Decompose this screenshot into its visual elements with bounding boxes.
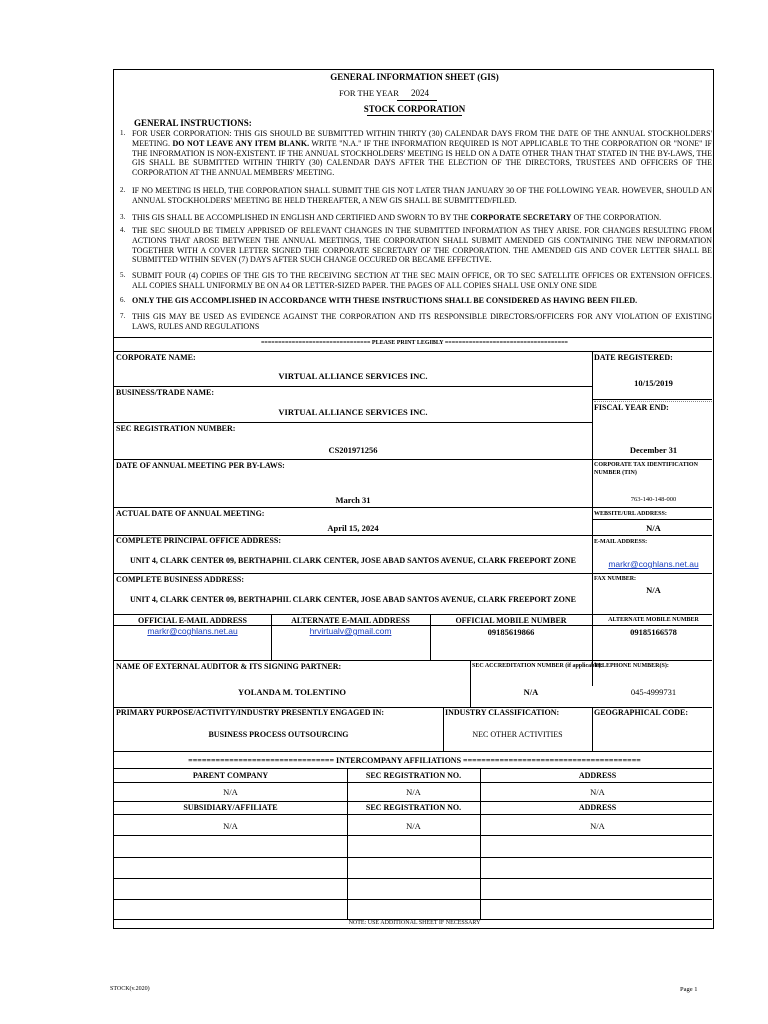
actual-meeting-label: ACTUAL DATE OF ANNUAL MEETING: [116, 509, 265, 518]
website-label: WEBSITE/URL ADDRESS: [594, 511, 667, 517]
print-legibly: ================================ PLEASE PRINT LEGIBLY ==================================== [261, 340, 568, 346]
for-year-label: FOR THE YEAR [339, 88, 399, 98]
sec-registration-value: CS201971256 [328, 445, 378, 455]
additional-sheet-note: NOTE: USE ADDITIONAL SHEET IF NECESSARY [348, 920, 481, 926]
date-registered-label: DATE REGISTERED: [594, 353, 673, 362]
actual-meeting-value: April 15, 2024 [327, 523, 379, 533]
subsidiary-label: SUBSIDIARY/AFFILIATE [183, 803, 278, 812]
purpose-label: PRIMARY PURPOSE/ACTIVITY/INDUSTRY PRESENTLY ENGAGED IN: [116, 708, 385, 717]
sec-registration-label: SEC REGISTRATION NUMBER: [116, 424, 236, 433]
email-label: E-MAIL ADDRESS: [594, 539, 648, 545]
date-registered-value: 10/15/2019 [634, 378, 673, 388]
industry-value: NEC OTHER ACTIVITIES [472, 730, 563, 739]
business-address-value: UNIT 4, CLARK CENTER 09, BERTHAPHIL CLARK CENTER, JOSE ABAD SANTOS AVENUE, CLARK FREEPORT ZONE [129, 595, 577, 604]
instruction-number: 1. [120, 129, 126, 137]
annual-meeting-value: March 31 [335, 495, 371, 505]
instruction-text-bold: DO NOT LEAVE ANY ITEM BLANK. [172, 138, 310, 148]
instruction-number: 4. [120, 226, 126, 234]
instruction-number: 3. [120, 213, 126, 221]
instruction-number: 6. [120, 296, 126, 304]
corporate-name-value: VIRTUAL ALLIANCE SERVICES INC. [278, 371, 428, 381]
fiscal-year-end-label: FISCAL YEAR END: [594, 403, 669, 412]
auditor-label: NAME OF EXTERNAL AUDITOR & ITS SIGNING PARTNER: [116, 662, 342, 671]
official-mobile-value: 09185619866 [487, 627, 535, 637]
parent-company-label: PARENT COMPANY [192, 771, 269, 780]
business-name-label: BUSINESS/TRADE NAME: [116, 388, 215, 397]
official-email-label: OFFICIAL E-MAIL ADDRESS [138, 616, 247, 625]
tin-value: 763-140-148-000 [630, 496, 677, 503]
instruction-item [120, 129, 713, 178]
instruction-text-post: OF THE CORPORATION. [571, 213, 662, 222]
official-mobile-label: OFFICIAL MOBILE NUMBER [455, 616, 567, 625]
instruction-item [120, 312, 712, 332]
instruction-item [120, 296, 712, 306]
form-title: GENERAL INFORMATION SHEET (GIS) [330, 72, 499, 82]
parent-sec-value: N/A [406, 787, 421, 797]
alt-mobile-label: ALTERNATE MOBILE NUMBER [608, 617, 699, 623]
instruction-text-pre: THE SEC SHOULD BE TIMELY APPRISED OF RELEVANT CHANGES IN THE SUBMITTED INFORMATION AS THEY ARISE. FOR CHANGES RESULTING FROM ACTIONS THAT AROSE BETWEEN THE ANNUAL MEETINGS, THE CORPORATION SHALL SUBMIT AMENDED GIS CONTAINING THE NEW INFORMATION TOGETHER WITH A COVER LETTER SIGNED THE CORPORATE SECRETARY OF THE CORPORATION. THE AMENDED GIS AND COVER LETTER SHALL BE SUBMITTED WITHIN SEVEN (7) DAYS AFTER SUCH CHANGE OCCURED OR BECAME EFFECTIVE. [132, 226, 712, 265]
tin-label-line2: NUMBER (TIN) [594, 470, 637, 476]
parent-name-value: N/A [223, 787, 238, 797]
corp-type: STOCK CORPORATION [363, 104, 466, 114]
auditor-value: YOLANDA M. TOLENTINO [237, 687, 347, 697]
parent-sec-label: SEC REGISTRATION NO. [365, 771, 462, 780]
geographical-code-label: GEOGRAPHICAL CODE: [594, 708, 689, 717]
business-address-label: COMPLETE BUSINESS ADDRESS: [116, 575, 245, 584]
sec-accreditation-value: N/A [523, 687, 539, 697]
principal-address-value: UNIT 4, CLARK CENTER 09, BERTHAPHIL CLARK CENTER, JOSE ABAD SANTOS AVENUE, CLARK FREEPORT ZONE [129, 556, 577, 565]
subsidiary-sec-label: SEC REGISTRATION NO. [365, 803, 462, 812]
instruction-text-bold: ONLY THE GIS ACCOMPLISHED IN ACCORDANCE WITH THESE INSTRUCTIONS SHALL BE CONSIDERED AS HAVING BEEN FILED. [132, 296, 638, 305]
instruction-item [120, 186, 712, 206]
instruction-item [120, 226, 712, 265]
fax-label: FAX NUMBER: [594, 576, 637, 582]
sec-accreditation-label: SEC ACCREDITATION NUMBER (if applicable): [472, 663, 603, 669]
industry-label: INDUSTRY CLASSIFICATION: [445, 708, 560, 717]
parent-address-value: N/A [590, 787, 605, 797]
purpose-value: BUSINESS PROCESS OUTSOURCING [208, 730, 349, 739]
fiscal-year-end-value: December 31 [629, 445, 678, 455]
annual-meeting-label: DATE OF ANNUAL MEETING PER BY-LAWS: [116, 461, 285, 470]
fax-value: N/A [646, 585, 661, 595]
alt-email-label: ALTERNATE E-MAIL ADDRESS [291, 616, 410, 625]
instruction-text-pre: IF NO MEETING IS HELD, THE CORPORATION SHALL SUBMIT THE GIS NOT LATER THAN JANUARY 30 OF THE FOLLOWING YEAR. HOWEVER, SHOULD AN ANNUAL STOCKHOLDERS' MEETING BE HELD THEREAFTER, A NEW GIS SHALL BE SUBMITTED/FILED. [132, 186, 712, 205]
instruction-text-pre: THIS GIS MAY BE USED AS EVIDENCE AGAINST THE CORPORATION AND ITS RESPONSIBLE DIRECTORS/OFFICERS FOR ANY VIOLATION OF EXISTING LAWS, RULES AND REGULATIONS [132, 312, 712, 331]
affiliations-heading: ================================ INTERCOMPANY AFFILIATIONS ======================================= [188, 756, 641, 765]
instruction-text-pre: FOR USER CORPORATION: THIS GIS SHOULD BE SUBMITTED WITHIN THIRTY (30) CALENDAR DAYS FROM THE DATE OF THE ANNUAL STOCKHOLDERS' MEETING. [132, 129, 712, 148]
instruction-text-bold: CORPORATE SECRETARY [470, 213, 572, 222]
gis-sheet [113, 69, 714, 929]
instruction-text-pre: SUBMIT FOUR (4) COPIES OF THE GIS TO THE RECEIVING SECTION AT THE SEC MAIN OFFICE, OR TO SEC SATELLITE OFFICES OR EXTENSION OFFICES. ALL COPIES SHALL UNIFORMLY BE ON A4 OR LETTER-SIZED PAPER. THE PAGES OF ALL COPIES SHALL USE ONLY ONE SIDE [132, 271, 712, 290]
telephone-value: 045-4999731 [630, 687, 677, 697]
year-value: 2024 [411, 88, 429, 98]
official-email-value[interactable]: markr@coghlans.net.au [147, 626, 238, 636]
corporate-name-label: CORPORATE NAME: [116, 353, 196, 362]
page-number: Page 1 [680, 986, 698, 993]
principal-address-label: COMPLETE PRINCIPAL OFFICE ADDRESS: [116, 536, 281, 545]
business-name-value: VIRTUAL ALLIANCE SERVICES INC. [278, 407, 428, 417]
parent-address-label: ADDRESS [578, 771, 617, 780]
form-code: STOCK(v.2020) [110, 986, 150, 992]
instruction-item [120, 213, 712, 223]
instruction-text-post: WRITE "N.A." IF THE INFORMATION REQUIRED IS NOT APPLICABLE TO THE CORPORATION OR "NONE" IF THE INFORMATION IS NON-EXISTENT. IF THE ANNUAL STOCKHOLDERS' MEETING IS HELD ON A DATE OTHER THAN THAT STATED IN THE BY-LAWS, THE GIS SHALL BE SUBMITTED WITHIN THIRTY (30) CALENDAR DAYS AFTER THE ELECTION OF THE DIRECTORS, TRUSTEES AND OFFICERS OF THE CORPORATION AT THE ANNUAL MEMBERS' MEETING. [132, 138, 713, 178]
subsidiary-sec-value: N/A [406, 821, 421, 831]
telephone-label: TELEPHONE NUMBER(S): [594, 663, 669, 669]
email-value[interactable]: markr@coghlans.net.au [608, 559, 699, 569]
instruction-number: 5. [120, 271, 126, 279]
tin-label-line1: CORPORATE TAX IDENTIFICATION [594, 462, 698, 468]
instruction-number: 7. [120, 312, 126, 320]
subsidiary-address-label: ADDRESS [578, 803, 617, 812]
instruction-item [120, 271, 712, 291]
subsidiary-address-value: N/A [590, 821, 605, 831]
instruction-number: 2. [120, 186, 126, 194]
instruction-text-pre: THIS GIS SHALL BE ACCOMPLISHED IN ENGLISH AND CERTIFIED AND SWORN TO BY THE [132, 213, 471, 222]
alt-email-value[interactable]: hrvirtualv@gmail.com [309, 626, 392, 636]
instructions-heading: GENERAL INSTRUCTIONS: [134, 118, 252, 128]
subsidiary-name-value: N/A [223, 821, 238, 831]
alt-mobile-value: 09185166578 [630, 627, 677, 637]
website-value: N/A [646, 523, 661, 533]
